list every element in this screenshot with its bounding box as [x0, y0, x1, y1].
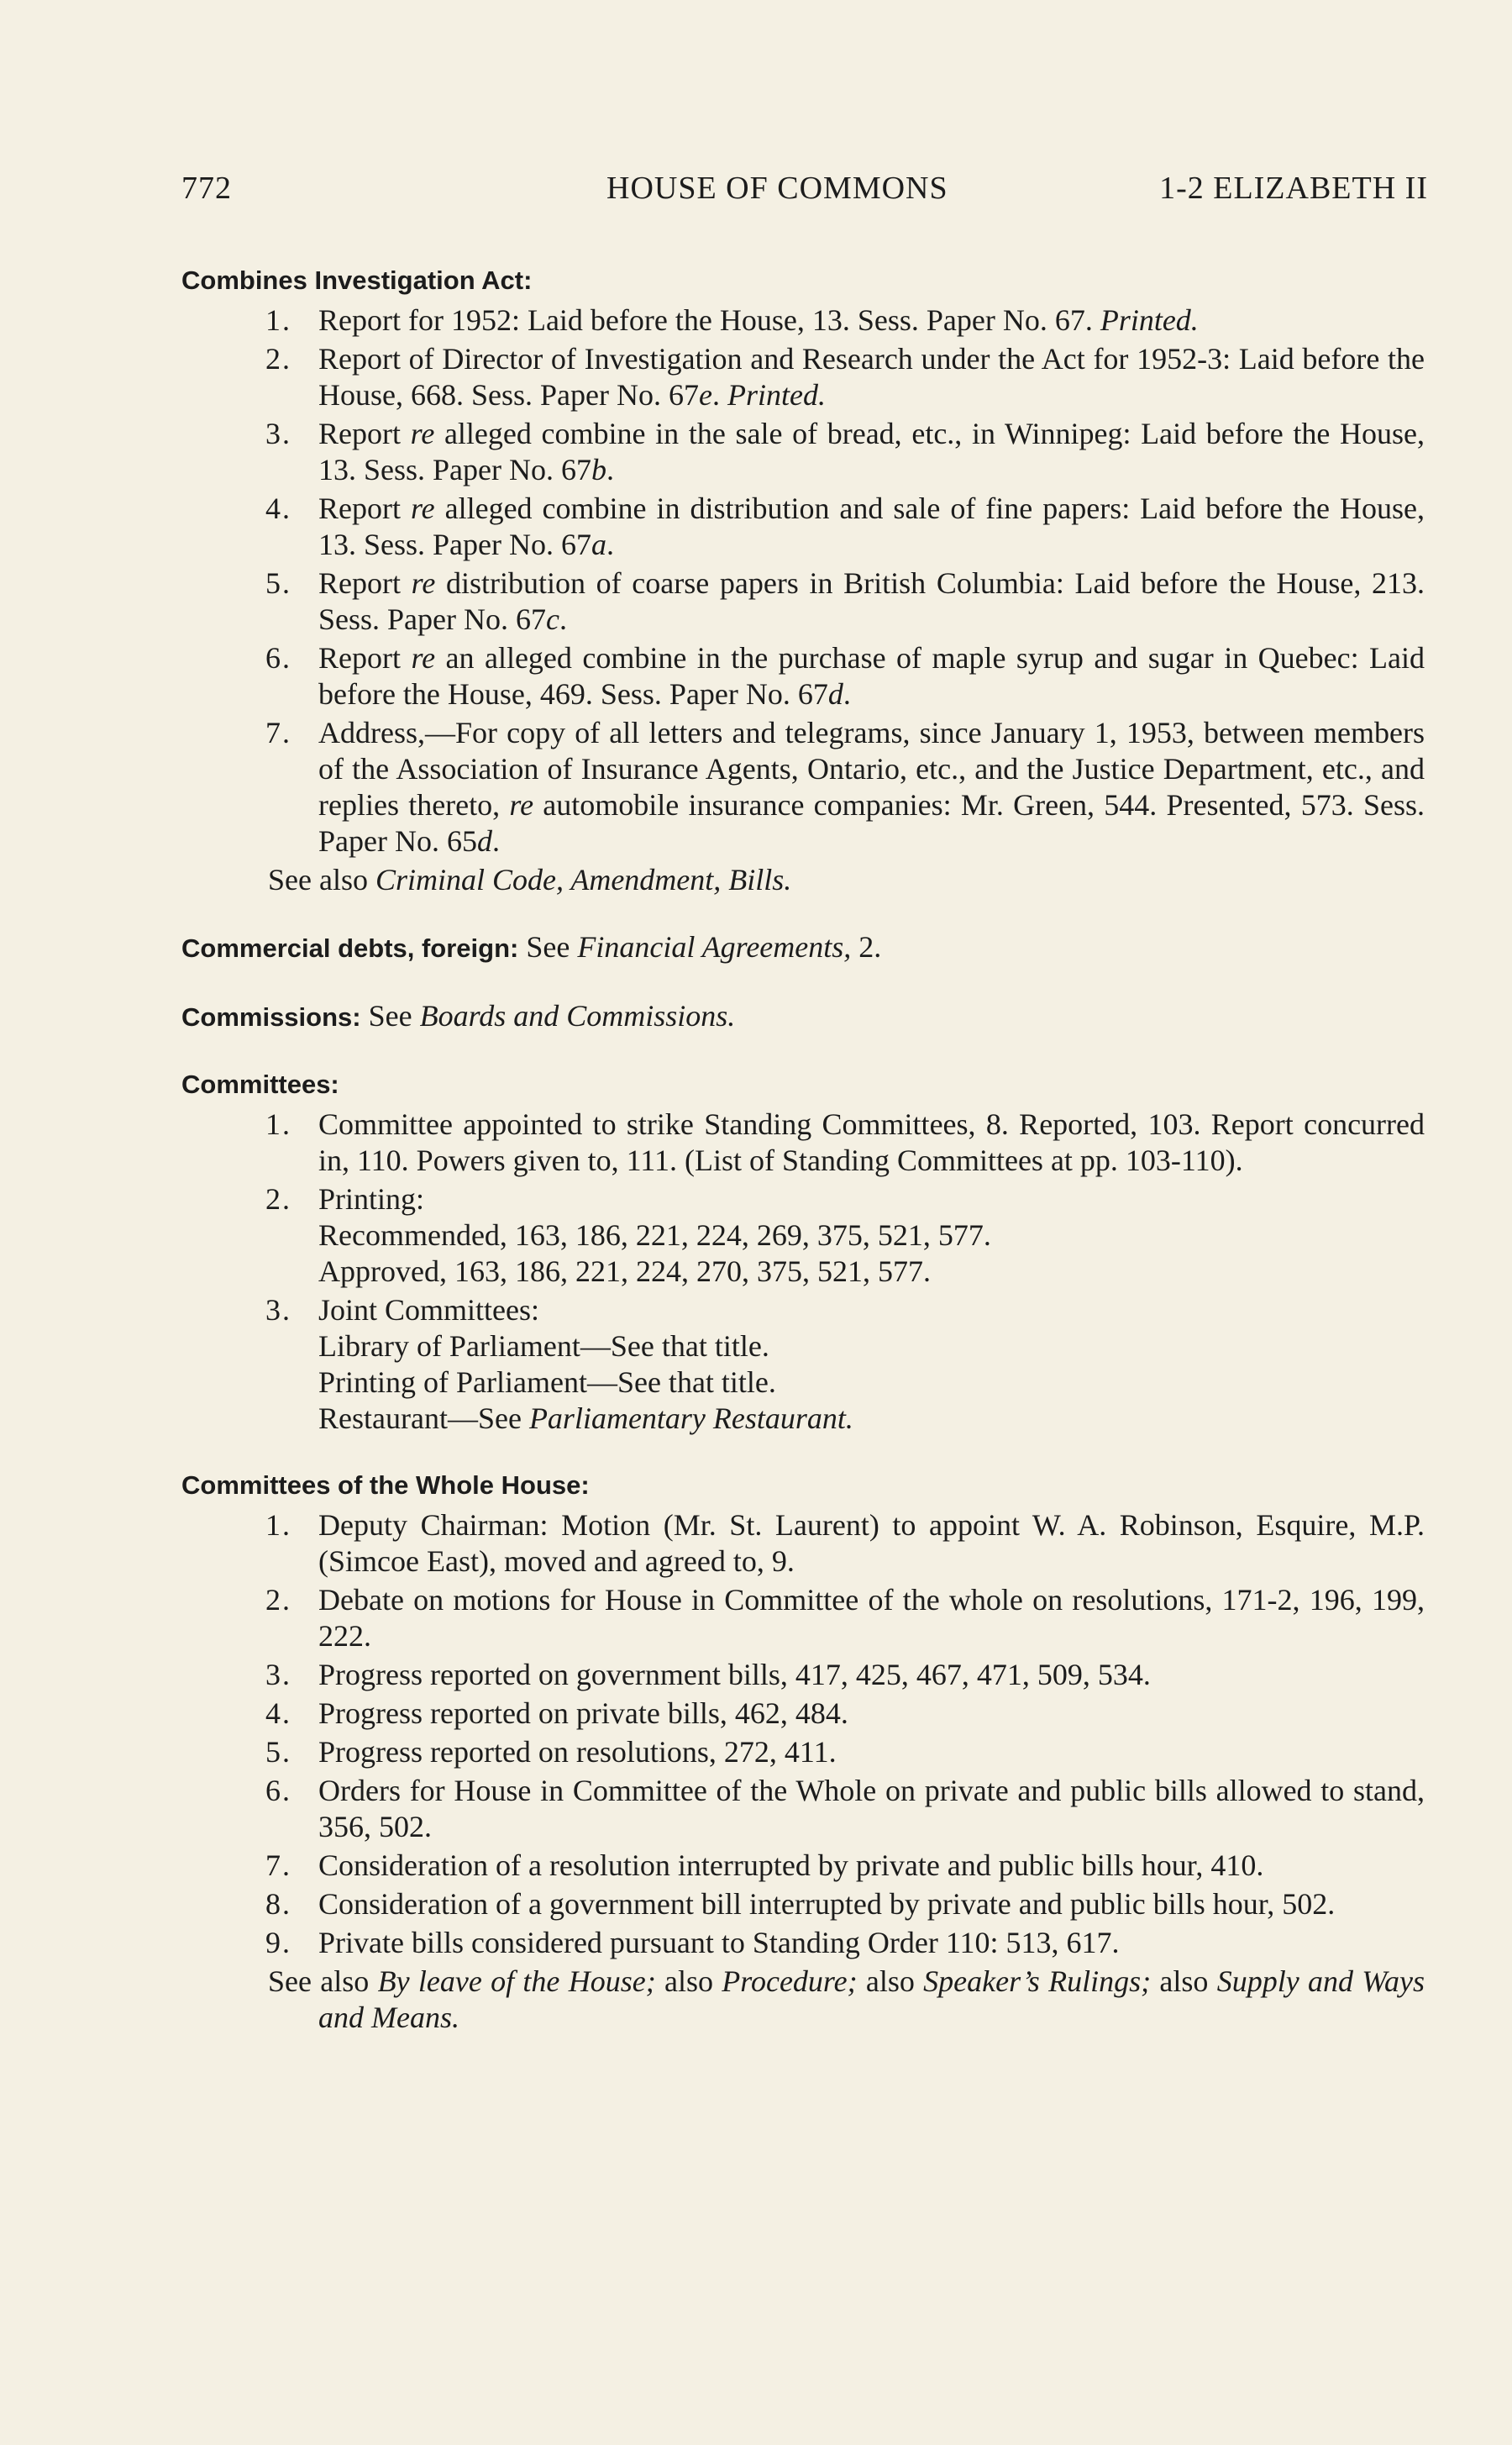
- list-item: 1. Committee appointed to strike Standing Committees, 8. Reported, 103. Report concurred in, 110. Powers given to, 111. (List of Standing Committees at pp. 103-110).: [265, 1107, 1425, 1177]
- heading-combines: Combines Investigation Act:: [181, 266, 533, 295]
- list-item: 5. Report re distribution of coarse papers in British Columbia: Laid before the House, 213. Sess. Paper No. 67c.: [265, 566, 1425, 636]
- list-item: 3. Report re alleged combine in the sale of bread, etc., in Winnipeg: Laid before the House, 13. Sess. Paper No. 67b.: [265, 417, 1425, 486]
- section-committees: [181, 1066, 1425, 1437]
- list-item: 7. Address,—For copy of all letters and telegrams, since January 1, 1953, between members of the Association of Insurance Agents, Ontario, etc., and the Justice Department, etc., and replies thereto, re automobile insurance companies: Mr. Green, 544. Presented, 573. Sess. Paper No. 65d.: [265, 716, 1425, 858]
- running-title-right: 1-2 ELIZABETH II: [1159, 171, 1428, 206]
- whole-house-list: [181, 1507, 1425, 1961]
- list-item: 7. Consideration of a resolution interrupted by private and public bills hour, 410.: [265, 1848, 1264, 1882]
- see-also-combines: See also Criminal Code, Amendment, Bills.: [268, 863, 792, 896]
- section-commissions: [181, 997, 1425, 1036]
- list-item: 3. Joint Committees: Library of Parliament—See that title. Printing of Parliament—See that title. Restaurant—See Parliamentary Restaurant.: [265, 1293, 853, 1435]
- page-header: [181, 170, 1428, 210]
- heading-committees: Committees:: [181, 1070, 339, 1099]
- list-item: 4. Report re alleged combine in distribution and sale of fine papers: Laid before the House, 13. Sess. Paper No. 67a.: [265, 492, 1425, 561]
- list-item: 4. Progress reported on private bills, 462, 484.: [265, 1696, 848, 1730]
- list-item: 2. Debate on motions for House in Committee of the whole on resolutions, 171-2, 196, 199, 222.: [265, 1583, 1425, 1653]
- see-also-whole-house: See also By leave of the House; also Procedure; also Speaker’s Rulings; also Supply and Ways and Means.: [268, 1964, 1425, 2034]
- list-item: 1. Report for 1952: Laid before the House, 13. Sess. Paper No. 67. Printed.: [265, 303, 1199, 337]
- section-committees-whole-house: [181, 1467, 1425, 2036]
- section-combines: [181, 262, 1425, 898]
- list-item: 2. Report of Director of Investigation and Research under the Act for 1952-3: Laid before the House, 668. Sess. Paper No. 67e. Printed.: [265, 342, 1425, 412]
- heading-commercial-debts: Commercial debts, foreign: See Financial Agreements, 2.: [181, 930, 882, 964]
- list-item: 6. Orders for House in Committee of the Whole on private and public bills allowed to stand, 356, 502.: [265, 1774, 1425, 1843]
- list-item: 6. Report re an alleged combine in the purchase of maple syrup and sugar in Quebec: Laid before the House, 469. Sess. Paper No. 67d.: [265, 641, 1425, 711]
- committees-list: [181, 1107, 1425, 1437]
- heading-commissions: Commissions: See Boards and Commissions.: [181, 999, 736, 1033]
- combines-list: [181, 302, 1425, 860]
- list-item: 3. Progress reported on government bills, 417, 425, 467, 471, 509, 534.: [265, 1658, 1151, 1691]
- list-item: 2. Printing: Recommended, 163, 186, 221, 224, 269, 375, 521, 577. Approved, 163, 186, 221, 224, 270, 375, 521, 577.: [265, 1182, 991, 1288]
- list-item: 5. Progress reported on resolutions, 272, 411.: [265, 1735, 837, 1769]
- page-number: 772: [181, 171, 232, 206]
- index-body: [181, 262, 1425, 2066]
- section-commercial-debts: [181, 928, 1425, 967]
- list-item: 1. Deputy Chairman: Motion (Mr. St. Laurent) to appoint W. A. Robinson, Esquire, M.P. (Simcoe East), moved and agreed to, 9.: [265, 1508, 1425, 1578]
- heading-committees-whole-house: Committees of the Whole House:: [181, 1470, 590, 1500]
- list-item: 9. Private bills considered pursuant to Standing Order 110: 513, 617.: [265, 1926, 1120, 1959]
- list-item: 8. Consideration of a government bill interrupted by private and public bills hour, 502.: [265, 1887, 1336, 1921]
- running-title: HOUSE OF COMMONS: [606, 171, 948, 206]
